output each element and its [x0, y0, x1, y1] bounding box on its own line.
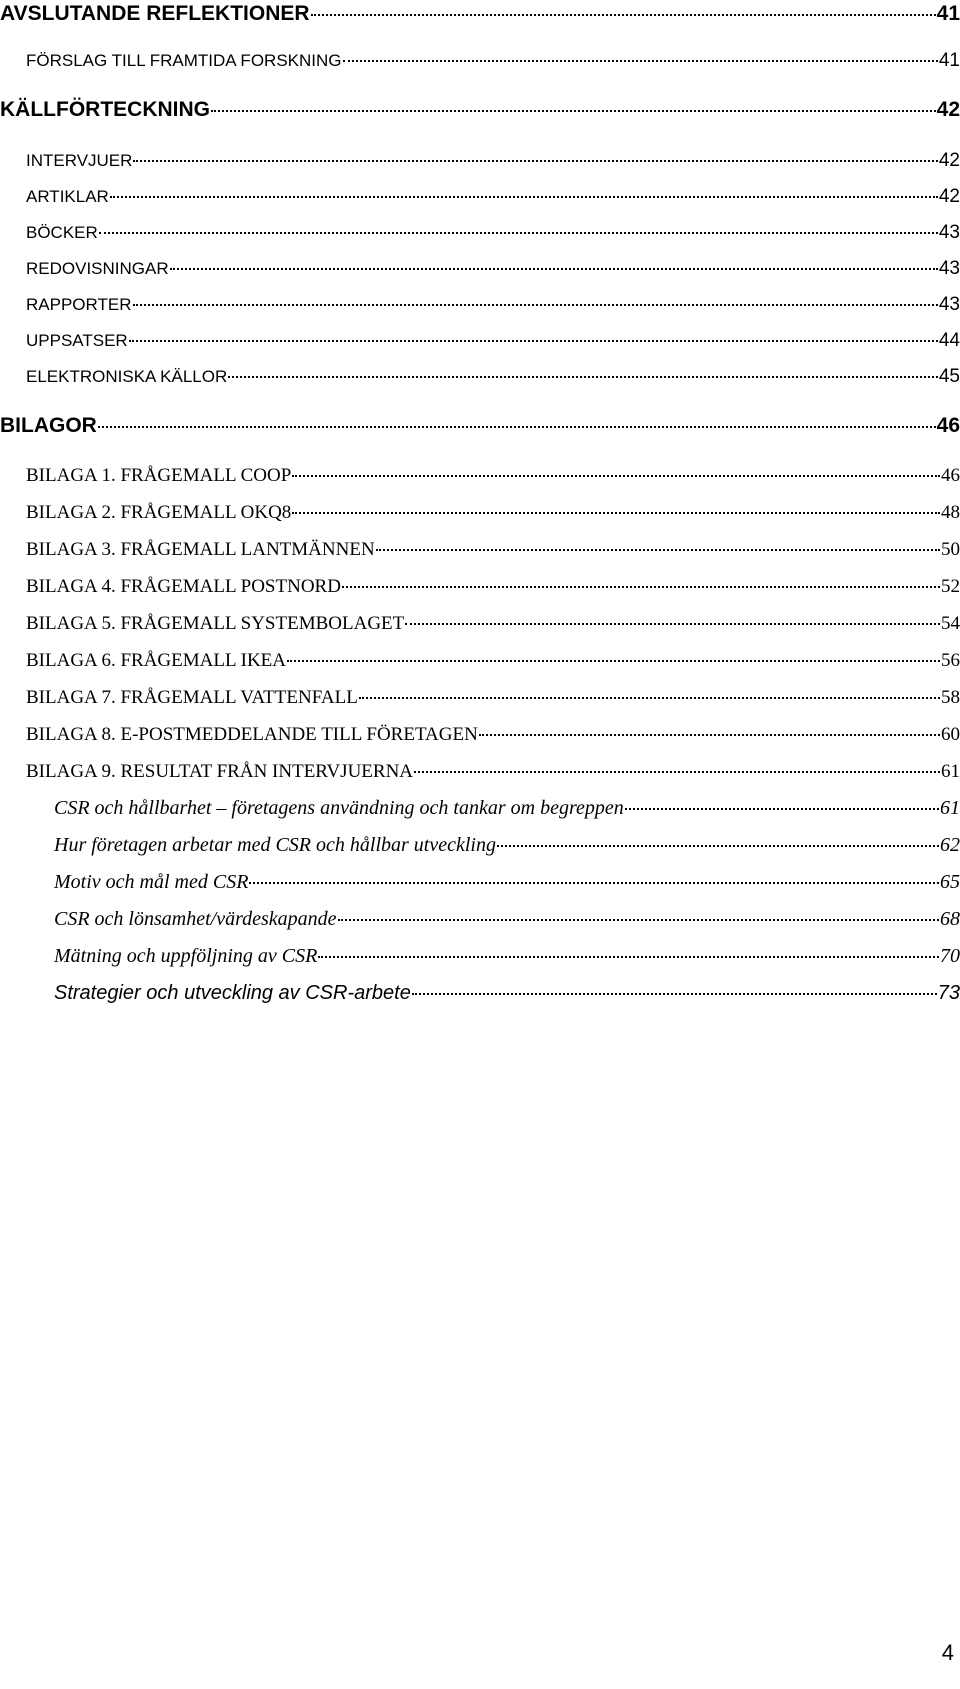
dot-leader [405, 623, 940, 625]
dot-leader [98, 426, 936, 428]
toc-entry-page: 50 [941, 539, 960, 560]
toc-entry-page: 58 [941, 687, 960, 708]
toc-entry-intervjuer[interactable] [26, 150, 960, 172]
toc-entry-motiv-mal[interactable] [54, 871, 960, 894]
toc-entry-label: RAPPORTER [26, 295, 132, 314]
toc-entry-page: 44 [938, 330, 960, 351]
toc-entry-page: 73 [937, 982, 960, 1004]
toc-entry-label: CSR och lönsamhet/värdeskapande [54, 908, 337, 930]
dot-leader [129, 340, 938, 342]
dot-leader [479, 734, 940, 736]
dot-leader [376, 549, 940, 551]
toc-entry-page: 56 [941, 650, 960, 671]
dot-leader [228, 376, 938, 378]
toc-entry-label: KÄLLFÖRTECKNING [0, 98, 210, 121]
toc-entry-label: BILAGA 2. FRÅGEMALL OKQ8 [26, 502, 292, 523]
toc-entry-rapporter[interactable] [26, 294, 960, 316]
toc-entry-page: 54 [941, 613, 960, 634]
toc-entry-bilaga-3[interactable] [26, 539, 960, 561]
toc-entry-label: ELEKTRONISKA KÄLLOR [26, 367, 228, 386]
toc-entry-label: BILAGA 9. RESULTAT FRÅN INTERVJUERNA [26, 761, 414, 782]
toc-entry-page: 46 [941, 465, 960, 486]
dot-leader [292, 512, 940, 514]
page-number: 4 [941, 1640, 954, 1665]
toc-entry-page: 68 [940, 908, 960, 930]
dot-leader [318, 956, 939, 958]
toc-entry-avslutande-reflektioner[interactable] [0, 2, 960, 26]
toc-entry-bilaga-2[interactable] [26, 502, 960, 524]
dot-leader [338, 919, 939, 921]
toc-entry-page: 52 [941, 576, 960, 597]
toc-entry-label: Motiv och mål med CSR [54, 871, 249, 893]
toc-entry-page: 60 [941, 724, 960, 745]
dot-leader [287, 660, 940, 662]
dot-leader [343, 60, 938, 62]
toc-entry-page: 42 [938, 150, 960, 171]
toc-entry-page: 61 [941, 761, 960, 782]
toc-entry-csr-hallbarhet[interactable] [54, 797, 960, 820]
toc-entry-redovisningar[interactable] [26, 258, 960, 280]
toc-entry-forslag-forskning[interactable] [26, 50, 960, 72]
dot-leader [414, 771, 940, 773]
toc-entry-bilaga-7[interactable] [26, 687, 960, 709]
toc-entry-label: BILAGA 5. FRÅGEMALL SYSTEMBOLAGET [26, 613, 405, 634]
toc-entry-uppsatser[interactable] [26, 330, 960, 352]
toc-entry-bocker[interactable] [26, 222, 960, 244]
toc-entry-label: AVSLUTANDE REFLEKTIONER [0, 2, 310, 25]
toc-entry-label: REDOVISNINGAR [26, 259, 169, 278]
toc-entry-matning-uppfoljning[interactable] [54, 945, 960, 968]
toc-entry-page: 41 [936, 2, 960, 25]
toc-entry-page: 70 [940, 945, 960, 967]
toc-entry-page: 43 [938, 294, 960, 315]
dot-leader [625, 808, 939, 810]
toc-entry-label: BILAGA 4. FRÅGEMALL POSTNORD [26, 576, 341, 597]
toc-entry-page: 42 [936, 98, 960, 121]
toc-entry-label: CSR och hållbarhet – företagens användning och tankar om begreppen [54, 797, 624, 819]
toc-entry-artiklar[interactable] [26, 186, 960, 208]
dot-leader [99, 232, 938, 234]
toc-entry-page: 45 [938, 366, 960, 387]
toc-entry-bilaga-5[interactable] [26, 613, 960, 635]
dot-leader [211, 110, 936, 112]
toc-entry-bilaga-9[interactable] [26, 761, 960, 783]
toc-entry-page: 46 [936, 414, 960, 437]
toc-entry-bilaga-6[interactable] [26, 650, 960, 672]
dot-leader [133, 304, 938, 306]
dot-leader [412, 993, 937, 995]
toc-entry-bilaga-4[interactable] [26, 576, 960, 598]
toc-entry-page: 65 [940, 871, 960, 893]
dot-leader [170, 268, 938, 270]
toc-entry-page: 41 [938, 50, 960, 71]
toc-entry-label: BILAGA 6. FRÅGEMALL IKEA [26, 650, 287, 671]
toc-entry-label: FÖRSLAG TILL FRAMTIDA FORSKNING [26, 51, 342, 70]
toc-entry-bilaga-8[interactable] [26, 724, 960, 746]
dot-leader [311, 14, 936, 16]
dot-leader [249, 882, 939, 884]
toc-entry-kallforteckning[interactable] [0, 98, 960, 122]
toc-entry-label: BÖCKER [26, 223, 98, 242]
toc-entry-label: Hur företagen arbetar med CSR och hållbar utveckling [54, 834, 496, 856]
toc-entry-label: BILAGA 3. FRÅGEMALL LANTMÄNNEN [26, 539, 375, 560]
toc-entry-bilagor[interactable] [0, 414, 960, 438]
toc-entry-page: 61 [940, 797, 960, 819]
toc-entry-page: 48 [941, 502, 960, 523]
toc-entry-label: INTERVJUER [26, 151, 133, 170]
toc-entry-label: Mätning och uppföljning av CSR [54, 945, 318, 967]
dot-leader [342, 586, 940, 588]
dot-leader [133, 160, 937, 162]
dot-leader [292, 475, 940, 477]
toc-entry-label: UPPSATSER [26, 331, 128, 350]
toc-entry-hur-foretagen-arbetar[interactable] [54, 834, 960, 857]
toc-entry-strategier-utveckling[interactable] [54, 982, 960, 1005]
toc-entry-label: Strategier och utveckling av CSR-arbete [54, 982, 411, 1004]
dot-leader [359, 697, 940, 699]
toc-entry-label: BILAGA 8. E-POSTMEDDELANDE TILL FÖRETAGEN [26, 724, 478, 745]
toc-entry-page: 42 [938, 186, 960, 207]
toc-entry-label: BILAGA 7. FRÅGEMALL VATTENFALL [26, 687, 358, 708]
toc-entry-page: 43 [938, 258, 960, 279]
toc-entry-csr-lonsamhet[interactable] [54, 908, 960, 931]
dot-leader [497, 845, 939, 847]
toc-entry-label: BILAGOR [0, 414, 97, 437]
toc-entry-label: ARTIKLAR [26, 187, 109, 206]
toc-entry-page: 62 [940, 834, 960, 856]
toc-entry-elektroniska-kallor[interactable] [26, 366, 960, 388]
toc-entry-bilaga-1[interactable] [26, 465, 960, 487]
toc-entry-page: 43 [938, 222, 960, 243]
dot-leader [110, 196, 938, 198]
toc-entry-label: BILAGA 1. FRÅGEMALL COOP [26, 465, 292, 486]
